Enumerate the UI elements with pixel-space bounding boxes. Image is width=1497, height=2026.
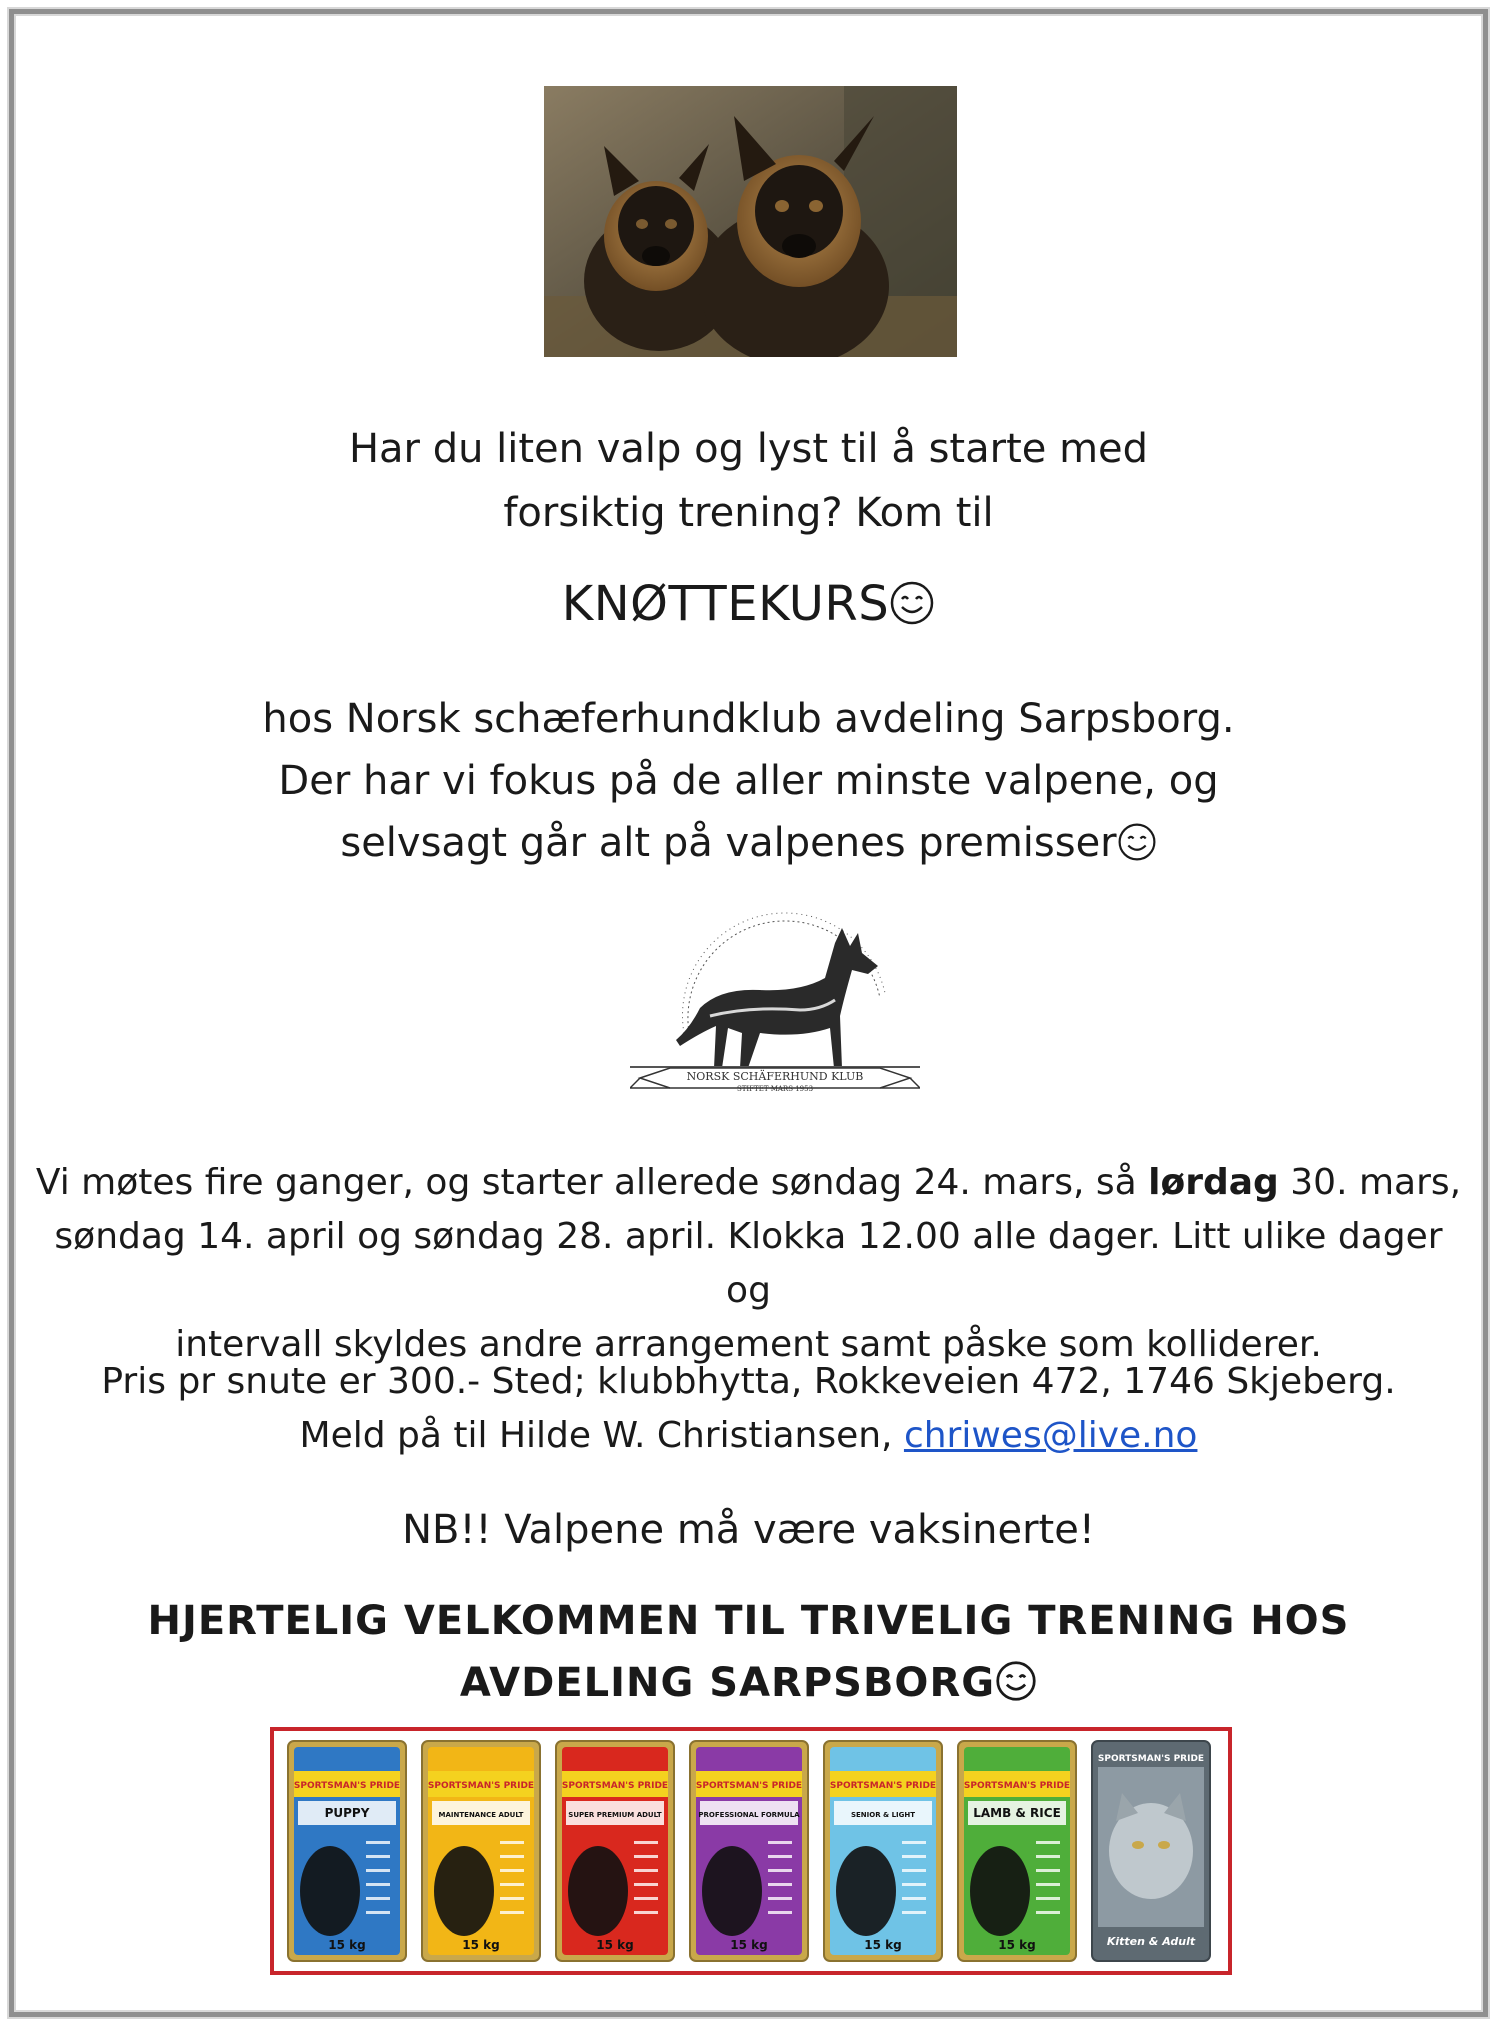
- bag-product-name: SUPER PREMIUM ADULT: [568, 1811, 662, 1819]
- bag-product-name: SENIOR & LIGHT: [850, 1811, 916, 1819]
- description-line-2: Der har vi fokus på de aller minste valpene, og: [278, 758, 1219, 804]
- intro-text: [20, 417, 1477, 545]
- email-link[interactable]: chriwes@live.no: [903, 1415, 1198, 1456]
- welcome-line-1: HJERTELIG VELKOMMEN TIL TRIVELIG TRENING HOS: [147, 1598, 1350, 1644]
- bag-brand-label: SPORTSMAN'S PRIDE: [561, 1781, 669, 1791]
- intro-line-1: Har du liten valp og lyst til å starte med: [348, 426, 1149, 472]
- welcome-text: [20, 1590, 1477, 1714]
- course-dates: [30, 1156, 1467, 1372]
- bag-brand-label: SPORTSMAN'S PRIDE: [293, 1781, 401, 1791]
- cat-bag-label: Kitten & Adult: [1106, 1935, 1196, 1948]
- dog-food-bag: [958, 1741, 1076, 1961]
- welcome-line-2: [20, 1652, 1477, 1714]
- course-title-text: KNØTTEKURS: [561, 576, 890, 632]
- signup-line: [30, 1409, 1467, 1463]
- bag-weight-label: 15 kg: [864, 1938, 902, 1952]
- dates-line-1: [30, 1156, 1467, 1210]
- bag-weight-label: 15 kg: [596, 1938, 634, 1952]
- signup-prefix: Meld på til Hilde W. Christiansen,: [299, 1415, 904, 1456]
- course-description: [20, 688, 1477, 874]
- smiling-face-icon: [889, 580, 935, 626]
- smiling-face-icon: [995, 1660, 1037, 1702]
- dates-line-3: intervall skyldes andre arrangement samt påske som kolliderer.: [175, 1324, 1322, 1365]
- puppy-photo: [544, 86, 957, 357]
- description-line-3: [20, 812, 1477, 874]
- price-line-1: Pris pr snute er 300.- Sted; klubbhytta, Rokkeveien 472, 1746 Skjeberg.: [101, 1361, 1396, 1402]
- dog-head-icon: [970, 1846, 1030, 1936]
- bag-product-name: MAINTENANCE ADULT: [438, 1811, 524, 1819]
- cat-bag-brand: SPORTSMAN'S PRIDE: [1097, 1754, 1205, 1764]
- dog-food-bag: [422, 1741, 540, 1961]
- description-line-3-text: selvsagt går alt på valpenes premisser: [340, 820, 1117, 866]
- dates-saturday-bold: lørdag: [1148, 1162, 1279, 1203]
- logo-banner-line-2: STIFTET MARS 1953: [736, 1085, 814, 1093]
- dog-head-icon: [836, 1846, 896, 1936]
- course-title: [20, 573, 1477, 635]
- dog-food-bag: [556, 1741, 674, 1961]
- bag-brand-label: SPORTSMAN'S PRIDE: [963, 1781, 1071, 1791]
- welcome-line-2-text: AVDELING SARPSBORG: [459, 1660, 996, 1706]
- dog-head-icon: [568, 1846, 628, 1936]
- price-location: [30, 1355, 1467, 1463]
- cat-food-bag: [1092, 1741, 1210, 1961]
- bag-product-name: PROFESSIONAL FORMULA: [698, 1811, 800, 1819]
- dog-food-bag: [824, 1741, 942, 1961]
- bag-product-name: PUPPY: [324, 1806, 370, 1820]
- bag-product-name: LAMB & RICE: [973, 1806, 1061, 1820]
- intro-line-2: forsiktig trening? Kom til: [503, 490, 994, 536]
- description-line-1: hos Norsk schæferhundklub avdeling Sarpsborg.: [262, 696, 1235, 742]
- dates-line-1-start: Vi møtes fire ganger, og starter allerede søndag 24. mars, så: [35, 1162, 1149, 1203]
- sponsor-banner: [270, 1727, 1232, 1975]
- dog-head-icon: [434, 1846, 494, 1936]
- dates-line-1-end: 30. mars,: [1278, 1162, 1462, 1203]
- dog-head-icon: [702, 1846, 762, 1936]
- smiling-face-icon: [1117, 822, 1157, 862]
- dog-food-bag: [288, 1741, 406, 1961]
- bag-weight-label: 15 kg: [462, 1938, 500, 1952]
- bag-brand-label: SPORTSMAN'S PRIDE: [695, 1781, 803, 1791]
- dates-line-2: søndag 14. april og søndag 28. april. Klokka 12.00 alle dager. Litt ulike dager og: [54, 1216, 1443, 1311]
- bag-brand-label: SPORTSMAN'S PRIDE: [427, 1781, 535, 1791]
- bag-weight-label: 15 kg: [730, 1938, 768, 1952]
- bag-weight-label: 15 kg: [328, 1938, 366, 1952]
- dog-head-icon: [300, 1846, 360, 1936]
- bag-weight-label: 15 kg: [998, 1938, 1036, 1952]
- bag-brand-label: SPORTSMAN'S PRIDE: [829, 1781, 937, 1791]
- dog-food-bag: [690, 1741, 808, 1961]
- vaccination-note: NB!! Valpene må være vaksinerte!: [402, 1507, 1095, 1553]
- logo-banner-line-1: NORSK SCHÄFERHUND KLUB: [686, 1070, 864, 1083]
- flyer: [20, 20, 1477, 2006]
- club-logo: [630, 888, 920, 1118]
